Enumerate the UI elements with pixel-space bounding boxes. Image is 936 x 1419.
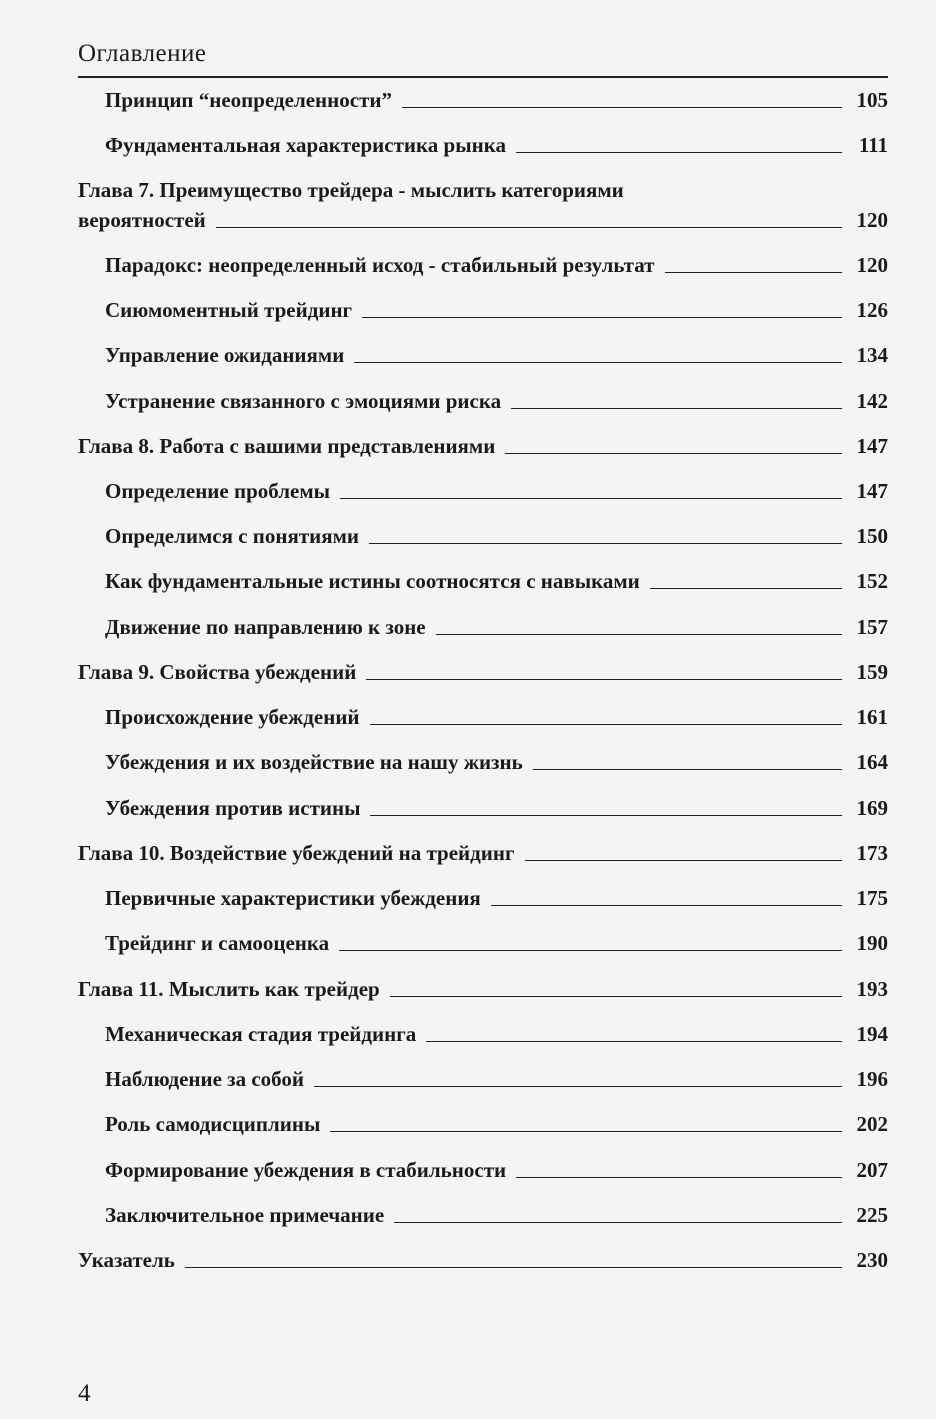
toc-entry[interactable]: [105, 1020, 888, 1048]
toc-entry-label: Механическая стадия трейдинга: [105, 1022, 417, 1046]
toc-entry[interactable]: [105, 341, 888, 369]
toc-entry-label: Глава 11. Мыслить как трейдер: [78, 977, 380, 1001]
toc-page-number: 207: [856, 1158, 888, 1182]
page-number: 4: [78, 1380, 91, 1407]
toc-entry[interactable]: [105, 748, 888, 776]
toc-leader-line: [426, 1040, 842, 1042]
toc-leader-line: [390, 995, 842, 997]
toc-leader-line: [533, 768, 842, 770]
toc-entry-label: Сиюмоментный трейдинг: [105, 298, 353, 322]
toc-page-number: 175: [856, 886, 888, 910]
toc-page-number: 196: [856, 1067, 888, 1091]
toc-chapter-entry[interactable]: [78, 975, 888, 1003]
toc-entry-label: Управление ожиданиями: [105, 343, 345, 367]
toc-chapter-entry[interactable]: [78, 1246, 888, 1274]
toc-chapter-entry[interactable]: [78, 839, 888, 867]
toc-leader-line: [362, 316, 842, 318]
toc-leader-line: [516, 1176, 842, 1178]
toc-entry-label: Определимся с понятиями: [105, 524, 360, 548]
toc-page-number: 126: [856, 298, 888, 322]
toc-entry-label: Первичные характеристики убеждения: [105, 886, 481, 910]
toc-entry[interactable]: [105, 131, 888, 159]
toc-leader-line: [394, 1221, 842, 1223]
toc-entry-label: вероятностей: [78, 208, 206, 232]
toc-page-number: 173: [856, 841, 888, 865]
toc-entry-label: Формирование убеждения в стабильности: [105, 1158, 507, 1182]
toc-entry[interactable]: [105, 1065, 888, 1093]
toc-leader-line: [516, 151, 842, 153]
toc-entry[interactable]: [105, 613, 888, 641]
toc-entry[interactable]: [105, 477, 888, 505]
toc-entry-label: Определение проблемы: [105, 479, 331, 503]
toc-leader-line: [370, 723, 842, 725]
toc-page-number: 142: [856, 389, 888, 413]
toc-page-number: 120: [856, 208, 888, 232]
toc-leader-line: [505, 452, 842, 454]
toc-page-number: 147: [856, 434, 888, 458]
toc-entry-label: Наблюдение за собой: [105, 1067, 304, 1091]
toc-leader-line: [525, 859, 843, 861]
toc-entry-label: Убеждения и их воздействие на нашу жизнь: [105, 750, 523, 774]
toc-leader-line: [665, 271, 843, 273]
toc-entry[interactable]: [105, 703, 888, 731]
toc-page-number: 157: [856, 615, 888, 639]
toc-leader-line: [370, 814, 842, 816]
toc-entry[interactable]: [105, 387, 888, 415]
toc-page-number: 230: [856, 1248, 888, 1272]
toc-entry[interactable]: [105, 1201, 888, 1229]
toc-entry-label: Заключительное примечание: [105, 1203, 385, 1227]
toc-leader-line: [330, 1130, 842, 1132]
toc-leader-line: [436, 633, 842, 635]
toc-page-number: 150: [856, 524, 888, 548]
toc-leader-line: [402, 106, 842, 108]
toc-leader-line: [366, 678, 842, 680]
toc-leader-line: [314, 1085, 842, 1087]
toc-entry-label: Происхождение убеждений: [105, 705, 360, 729]
toc-page-number: 202: [856, 1112, 888, 1136]
toc-entry[interactable]: [105, 1110, 888, 1138]
toc-entry-label: Принцип “неопределенности”: [105, 88, 392, 112]
toc-entry-label: Фундаментальная характеристика рынка: [105, 133, 506, 157]
toc-chapter-entry[interactable]: [78, 206, 888, 234]
toc-leader-line: [650, 587, 842, 589]
toc-entry-label: Трейдинг и самооценка: [105, 931, 330, 955]
toc-page-number: 147: [856, 479, 888, 503]
page-title: Оглавление: [78, 40, 207, 67]
toc-leader-line: [185, 1266, 842, 1268]
toc-entry-label: Парадокс: неопределенный исход - стабильный результат: [105, 253, 655, 277]
toc-page-number: 169: [856, 796, 888, 820]
toc-leader-line: [491, 904, 842, 906]
toc-page-number: 120: [856, 253, 888, 277]
toc-leader-line: [511, 407, 842, 409]
toc-chapter-entry[interactable]: [78, 658, 888, 686]
toc-entry-label: Убеждения против истины: [105, 796, 361, 820]
toc-page-number: 159: [856, 660, 888, 684]
toc-entry[interactable]: [105, 794, 888, 822]
toc-entry-label: Устранение связанного с эмоциями риска: [105, 389, 502, 413]
toc-entry[interactable]: [105, 567, 888, 595]
toc-page-number: 164: [856, 750, 888, 774]
toc-page-number: 111: [858, 133, 888, 157]
toc-entry[interactable]: [105, 251, 888, 279]
toc-page-number: 190: [856, 931, 888, 955]
toc-entry-label: Как фундаментальные истины соотносятся с навыками: [105, 569, 640, 593]
toc-page-number: 225: [856, 1203, 888, 1227]
toc-entry-label: Глава 9. Свойства убеждений: [78, 660, 357, 684]
toc-entry[interactable]: [105, 1156, 888, 1184]
toc-entry[interactable]: [105, 86, 888, 114]
toc-leader-line: [354, 361, 842, 363]
toc-leader-line: [339, 949, 842, 951]
toc-page-number: 105: [856, 88, 888, 112]
toc-entry[interactable]: [105, 929, 888, 957]
toc-entry[interactable]: [105, 522, 888, 550]
toc-entry-label: Указатель: [78, 1248, 175, 1272]
toc-entry-label: Роль самодисциплины: [105, 1112, 321, 1136]
toc-page-number: 194: [856, 1022, 888, 1046]
toc-leader-line: [369, 542, 842, 544]
toc-leader-line: [216, 226, 842, 228]
toc-leader-line: [340, 497, 842, 499]
toc-page-number: 161: [856, 705, 888, 729]
toc-page-number: 193: [856, 977, 888, 1001]
toc-page-number: 152: [856, 569, 888, 593]
toc-entry-label: Глава 8. Работа с вашими представлениями: [78, 434, 496, 458]
toc-chapter-entry[interactable]: [78, 432, 888, 460]
toc-chapter-title-line1[interactable]: Глава 7. Преимущество трейдера - мыслить категориями: [78, 178, 624, 202]
toc-entry[interactable]: [105, 884, 888, 912]
toc-page-number: 134: [856, 343, 888, 367]
toc-entry[interactable]: [105, 296, 888, 324]
toc-entry-label: Глава 10. Воздействие убеждений на трейдинг: [78, 841, 515, 865]
toc-entry-label: Движение по направлению к зоне: [105, 615, 426, 639]
